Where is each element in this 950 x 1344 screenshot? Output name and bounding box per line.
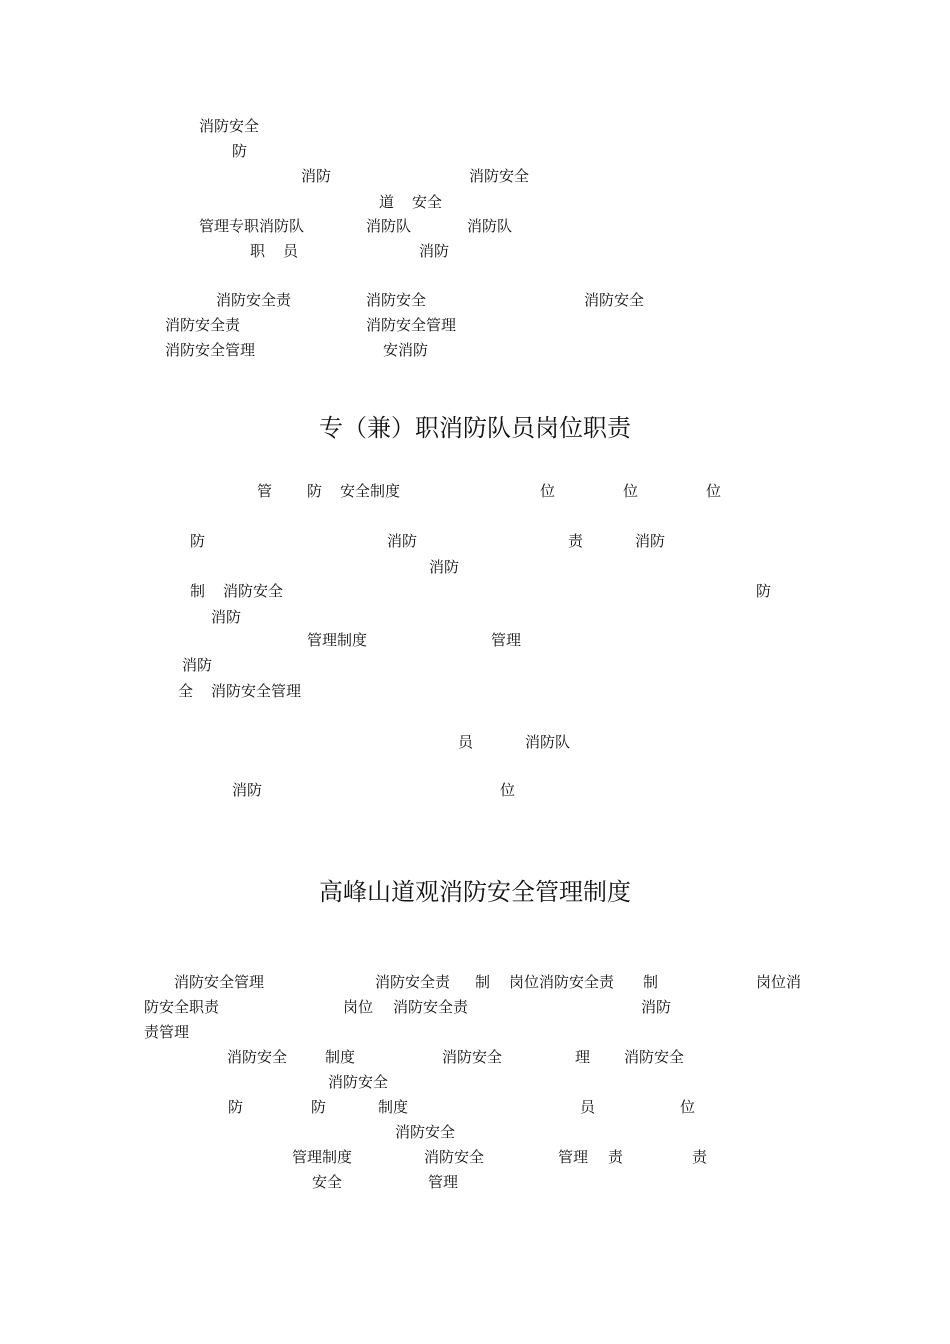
text-fragment: 制 — [475, 973, 491, 991]
text-fragment: 员 — [283, 242, 299, 260]
text-fragment: 消防安全责 — [165, 316, 241, 334]
text-fragment: 防 — [311, 1098, 327, 1116]
text-fragment: 制 — [643, 973, 659, 991]
text-fragment: 员 — [580, 1098, 596, 1116]
text-fragment: 责 — [608, 1148, 624, 1166]
text-fragment: 消防安全 — [624, 1048, 685, 1066]
text-fragment: 管理 — [428, 1173, 459, 1191]
text-fragment: 管 — [257, 482, 273, 500]
text-fragment: 消防队 — [467, 217, 513, 235]
text-fragment: 消防安全管理 — [174, 973, 265, 991]
text-fragment: 消防安全管理 — [165, 341, 256, 359]
text-fragment: 消防安全 — [227, 1048, 288, 1066]
text-fragment: 安全 — [412, 193, 443, 211]
text-fragment: 防 — [190, 532, 206, 550]
text-fragment: 消防安全 — [442, 1048, 503, 1066]
text-fragment: 制度 — [378, 1098, 409, 1116]
text-fragment: 消防安全 — [328, 1073, 389, 1091]
text-fragment: 消防 — [232, 781, 263, 799]
text-fragment: 消防 — [301, 167, 332, 185]
text-fragment: 员 — [458, 733, 474, 751]
text-fragment: 消防安全 — [395, 1123, 456, 1141]
text-fragment: 安全 — [312, 1173, 343, 1191]
text-fragment: 位 — [540, 482, 556, 500]
text-fragment: 制度 — [325, 1048, 356, 1066]
text-fragment: 消防 — [182, 656, 213, 674]
text-fragment: 消防 — [429, 558, 460, 576]
text-fragment: 责 — [692, 1148, 708, 1166]
text-fragment: 消防安全责 — [216, 291, 292, 309]
text-fragment: 防 — [228, 1098, 244, 1116]
section-2-title: 专（兼）职消防队员岗位职责 — [319, 414, 631, 442]
text-fragment: 安消防 — [383, 341, 429, 359]
text-fragment: 位 — [500, 781, 516, 799]
text-fragment: 管理 — [491, 631, 522, 649]
text-fragment: 消防安全 — [424, 1148, 485, 1166]
text-fragment: 消防 — [387, 532, 418, 550]
section-3-title: 高峰山道观消防安全管理制度 — [319, 878, 631, 906]
text-fragment: 管理制度 — [307, 631, 368, 649]
text-fragment: 位 — [623, 482, 639, 500]
text-fragment: 责 — [568, 532, 584, 550]
text-fragment: 制 — [190, 582, 206, 600]
text-fragment: 责管理 — [144, 1023, 190, 1041]
text-fragment: 消防安全 — [584, 291, 645, 309]
text-fragment: 消防安全责 — [393, 998, 469, 1016]
text-fragment: 管理 — [558, 1148, 589, 1166]
text-fragment: 岗位消防安全责 — [509, 973, 615, 991]
text-fragment: 消防安全管理 — [211, 682, 302, 700]
text-fragment: 管理专职消防队 — [199, 217, 305, 235]
text-fragment: 消防安全责 — [375, 973, 451, 991]
text-fragment: 道 — [379, 193, 395, 211]
text-fragment: 消防安全 — [469, 167, 530, 185]
text-fragment: 防 — [756, 582, 772, 600]
text-fragment: 岗位 — [343, 998, 374, 1016]
text-fragment: 管理制度 — [292, 1148, 353, 1166]
text-fragment: 消防队 — [525, 733, 571, 751]
text-fragment: 消防安全管理 — [366, 316, 457, 334]
text-fragment: 防 — [232, 142, 248, 160]
text-fragment: 理 — [575, 1048, 591, 1066]
text-fragment: 消防安全 — [199, 117, 260, 135]
text-fragment: 位 — [706, 482, 722, 500]
text-fragment: 全 — [178, 682, 194, 700]
text-fragment: 消防 — [635, 532, 666, 550]
text-fragment: 防 — [307, 482, 323, 500]
text-fragment: 安全制度 — [340, 482, 401, 500]
text-fragment: 防安全职责 — [144, 998, 220, 1016]
text-fragment: 消防 — [419, 242, 450, 260]
text-fragment: 消防 — [641, 998, 672, 1016]
text-fragment: 岗位消 — [756, 973, 802, 991]
text-fragment: 消防安全 — [223, 582, 284, 600]
text-fragment: 职 — [250, 242, 266, 260]
text-fragment: 消防队 — [366, 217, 412, 235]
text-fragment: 位 — [680, 1098, 696, 1116]
text-fragment: 消防安全 — [366, 291, 427, 309]
text-fragment: 消防 — [211, 608, 242, 626]
